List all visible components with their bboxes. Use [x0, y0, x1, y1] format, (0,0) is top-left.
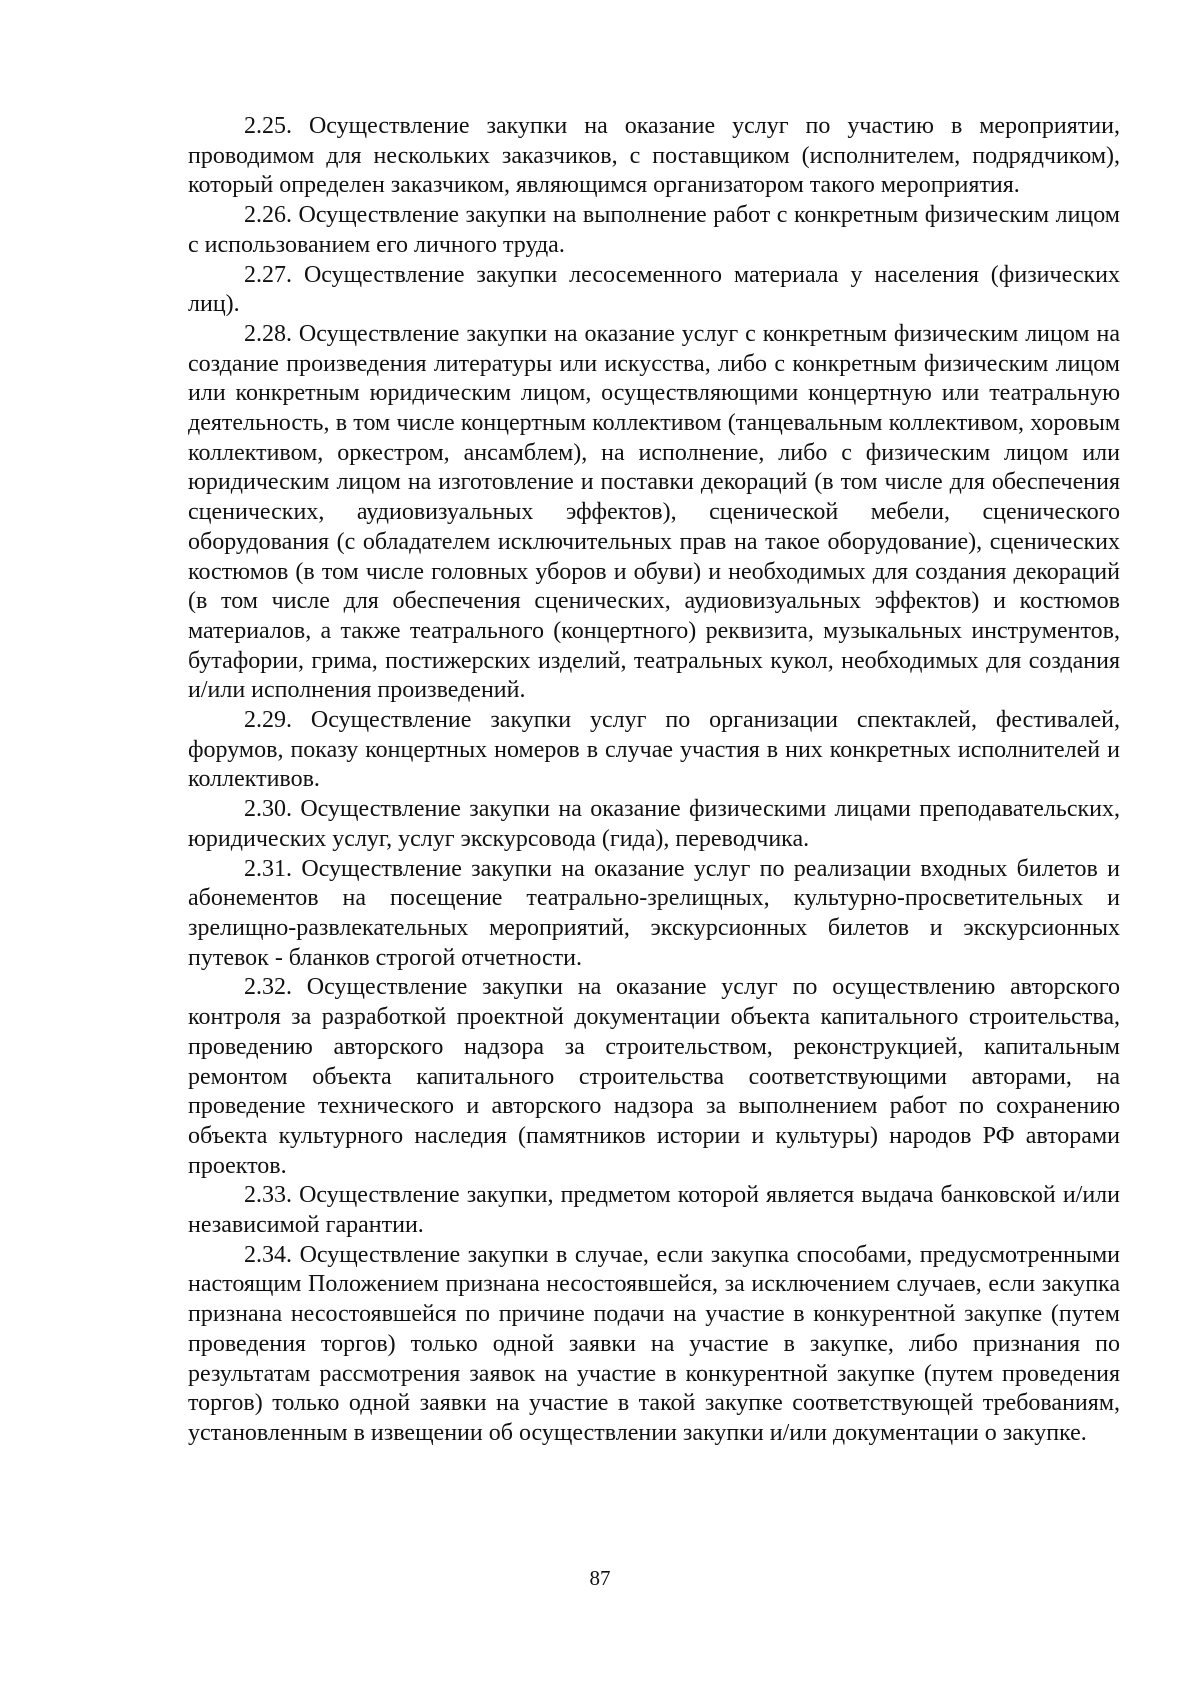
paragraph-2-29: 2.29. Осуществление закупки услуг по организации спектаклей, фестивалей, форумов, показу концертных номеров в случае участия в них конкретных исполнителей и коллективов. — [188, 707, 1120, 793]
document-body — [188, 112, 1120, 1449]
paragraph-2-25: 2.25. Осуществление закупки на оказание услуг по участию в мероприятии, проводимом для нескольких заказчиков, с поставщиком (исполнителем, подрядчиком), который определен заказчиком, являющимся организатором такого мероприятия. — [188, 113, 1120, 199]
paragraph-2-26: 2.26. Осуществление закупки на выполнение работ с конкретным физическим лицом с использованием его личного труда. — [188, 202, 1120, 258]
paragraph-2-33: 2.33. Осуществление закупки, предметом которой является выдача банковской и/или независимой гарантии. — [188, 1182, 1120, 1239]
paragraph-2-31: 2.31. Осуществление закупки на оказание услуг по реализации входных билетов и абонементов на посещение театрально-зрелищных, культурно-просветительных и зрелищно-развлекательных мероприятий, экскурсионных билетов и экскурсионных путевок - бланков строгой отчетности. — [188, 855, 1120, 971]
page-number: 87 — [589, 1566, 611, 1590]
paragraph-2-32: 2.32. Осуществление закупки на оказание услуг по осуществлению авторского контроля за разработкой проектной документации объекта капитального строительства, проведению авторского надзора за строительством, реконструкцией, капитальным ремонтом объекта капитального строительства соответствующими авторами, на проведение технического и авторского надзора за выполнением работ по сохранению объекта культурного наследия (памятников истории и культуры) народов РФ авторами проектов. — [188, 974, 1120, 1179]
paragraph-2-27: 2.27. Осуществление закупки лесосеменного материала у населения (физических лиц). — [188, 261, 1120, 318]
paragraph-2-34: 2.34. Осуществление закупки в случае, если закупка способами, предусмотренными настоящим Положением признана несостоявшейся, за исключением случаев, если закупка признана несостоявшейся по причине подачи на участие в конкурентной закупке (путем проведения торгов) только одной заявки на участие в закупке, либо признания по результатам рассмотрения заявок на участие в конкурентной закупке (путем проведения торгов) только одной заявки на участие в такой закупке соответствующей требованиям, установленным в извещении об осуществлении закупки и/или документации о закупке. — [188, 1241, 1120, 1446]
paragraph-2-30: 2.30. Осуществление закупки на оказание физическими лицами преподавательских, юридических услуг, услуг экскурсовода (гида), переводчика. — [188, 796, 1120, 852]
paragraph-2-28: 2.28. Осуществление закупки на оказание услуг с конкретным физическим лицом на создание произведения литературы или искусства, либо с конкретным физическим лицом или конкретным юридическим лицом, осуществляющими концертную или театральную деятельность, в том числе концертным коллективом (танцевальным коллективом, хоровым коллективом, оркестром, ансамблем), на исполнение, либо с физическим лицом или юридическим лицом на изготовление и поставки декораций (в том числе для обеспечения сценических, аудиовизуальных эффектов), сценической мебели, сценического оборудования (с обладателем исключительных прав на такое оборудование), сценических костюмов (в том числе головных уборов и обуви) и необходимых для создания декораций (в том числе для обеспечения сценических, аудиовизуальных эффектов) и костюмов материалов, а также театрального (концертного) реквизита, музыкальных инструментов, бутафории, грима, постижерских изделий, театральных кукол, необходимых для создания и/или исполнения произведений. — [188, 320, 1120, 704]
